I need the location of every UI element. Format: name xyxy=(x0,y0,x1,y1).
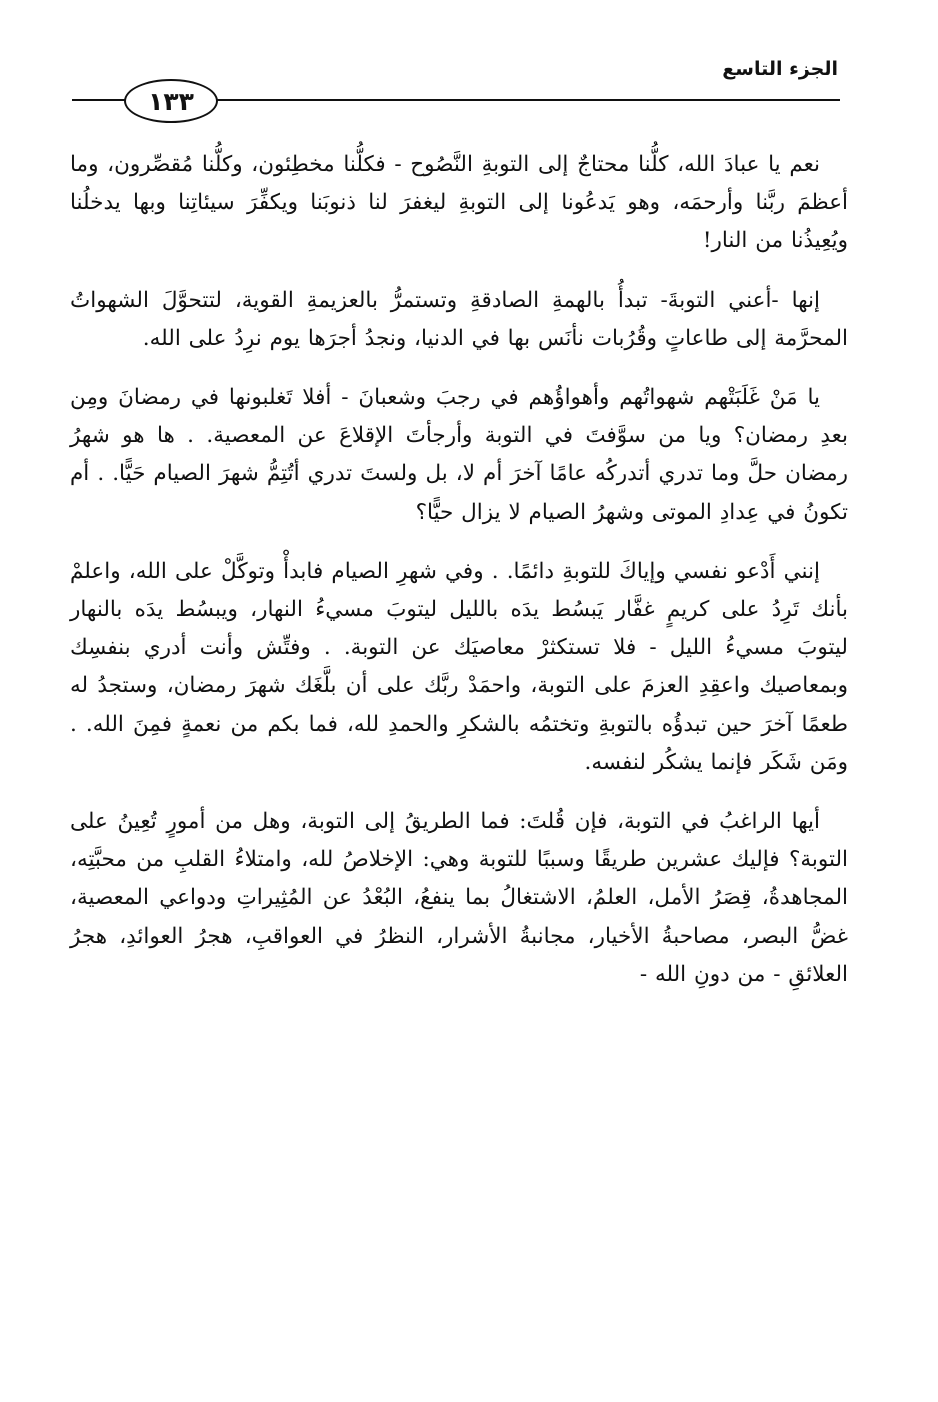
paragraph: أيها الراغبُ في التوبة، فإن قُلتَ: فما الطريقُ إلى التوبة، وهل من أمورٍ تُعِينُ على التوبة؟ فإليك عشرين طريقًا وسببًا للتوبة وهي: الإخلاصُ لله، وامتلاءُ القلبِ من محبَّتِه، المجاهدةُ، قِصَرُ الأمل، العلمُ، الاشتغالُ بما ينفعُ، البُعْدُ عن المُثِيراتِ ودواعي المعصية، غضُّ البصر، مصاحبةُ الأخيار، مجانبةُ الأشرار، النظرُ في العواقبِ، هجرُ العوائدِ، هجرُ العلائقِ - من دونِ الله - xyxy=(70,809,848,987)
running-title: الجزء التاسع xyxy=(722,58,838,80)
body-text xyxy=(70,146,848,1015)
paragraph: إنني أَدْعو نفسي وإياكَ للتوبةِ دائمًا. . وفي شهرِ الصيام فابدأْ وتوكَّلْ على الله، واعلمْ بأنك تَرِدُ على كريمٍ غفَّار يَبسُط يدَه بالليل ليتوبَ مسيءُ النهار، ويبسُط يدَه بالنهار ليتوبَ مسيءُ الليل - فلا تستكثرْ معاصيَك عن التوبة. . وفتِّش وأنت أدري بنفسِك وبمعاصيك واعقِدِ العزمَ على التوبة، واحمَدْ ربَّك على أن بلَّغَك شهرَ رمضان، وستجدُ له طعمًا آخرَ حين تبدؤُه بالتوبةِ وتختمُه بالشكرِ والحمدِ لله، فما بكم من نعمةٍ فمِنَ الله. . ومَن شَكَر فإنما يشكُر لنفسه. xyxy=(70,558,848,775)
paragraph: يا مَنْ غَلَبَتْهم شهواتُهم وأهواؤُهم في رجبَ وشعبانَ - أفلا تَغلبونها في رمضانَ ومِن بعدِ رمضان؟ ويا من سوَّفتَ في التوبة وأرجأتَ الإقلاعَ عن المعصية. . ها هو شهرُ رمضان حلَّ وما تدري أتدركُه عامًا آخرَ أم لا، بل ولستَ تدري أتُتِمُّ شهرَ الصيام حَيًّا. . أم تكونُ في عِدادِ الموتى وشهرُ الصيام لا يزال حيًّا؟ xyxy=(70,385,848,525)
page-number: ١٣٣ xyxy=(124,79,218,123)
paragraph: إنها -أعني التوبةَ- تبدأُ بالهمةِ الصادقةِ وتستمرُّ بالعزيمةِ القوية، لتتحوَّلَ الشهواتُ المحرَّمة إلى طاعاتٍ وقُرُبات نأنَس بها في الدنيا، ونجدُ أجرَها يوم نرِدُ على الله. xyxy=(70,287,848,351)
paragraph: نعم يا عبادَ الله، كلُّنا محتاجٌ إلى التوبةِ النَّصُوح - فكلُّنا مخطِئون، وكلُّنا مُقصِّرون، وما أعظمَ ربَّنا وأرحمَه، وهو يَدعُونا إلى التوبةِ ليغفرَ لنا ذنوبَنا ويكفِّرَ سيئاتِنا وبها يدخلُنا ويُعِيذُنا من النار! xyxy=(70,152,848,254)
